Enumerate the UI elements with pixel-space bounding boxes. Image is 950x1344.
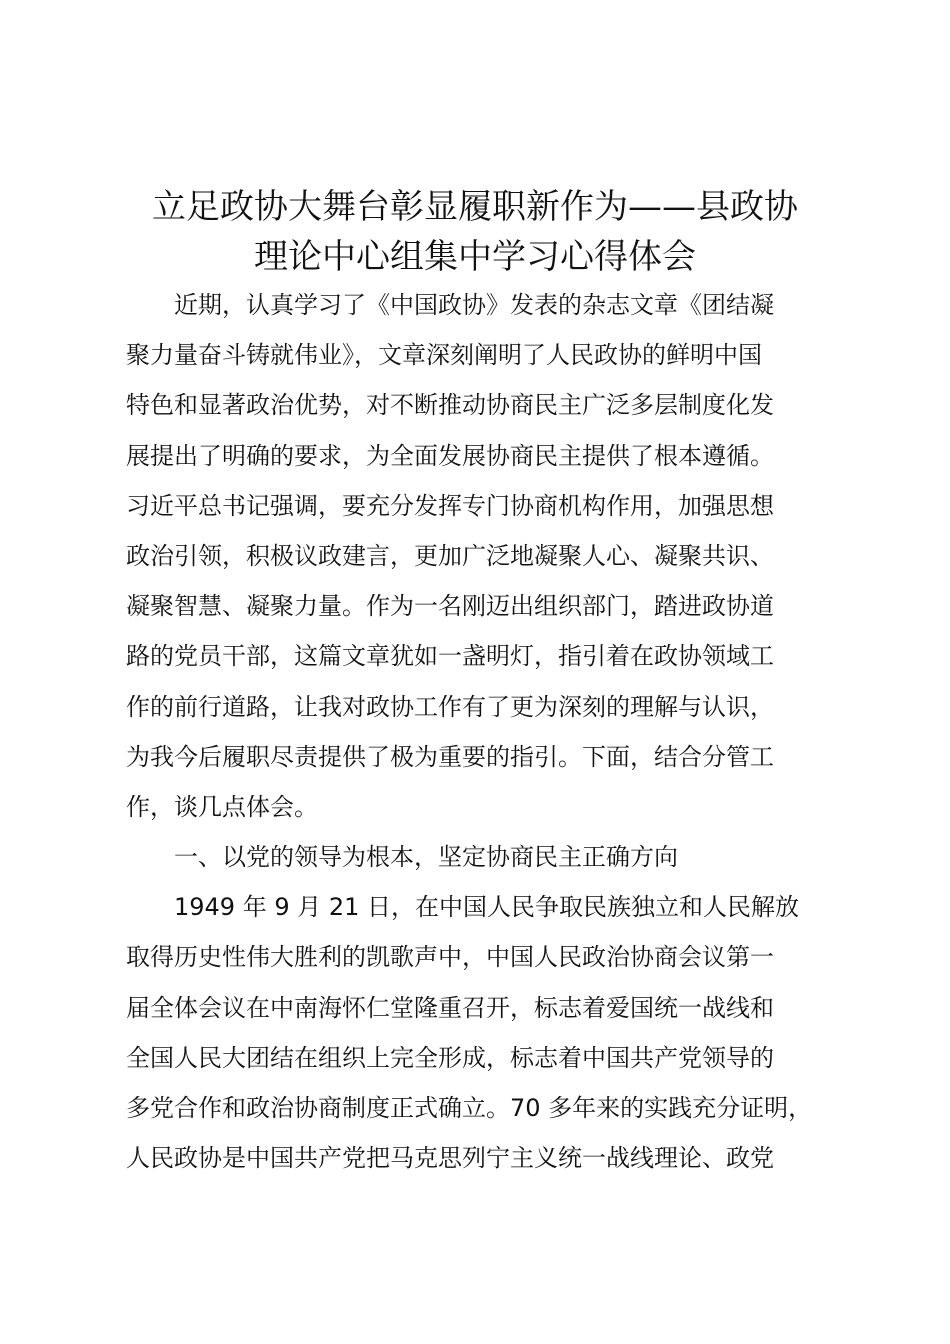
paragraph-line: 取得历史性伟大胜利的凯歌声中，中国人民政治协商会议第一 xyxy=(126,943,774,972)
paragraph-line: 作的前行道路，让我对政协工作有了更为深刻的理解与认识， xyxy=(126,692,774,721)
document-title xyxy=(118,182,832,282)
paragraph-line: 多党合作和政治协商制度正式确立。70 多年来的实践充分证明， xyxy=(126,1094,813,1122)
paragraph-line: 届全体会议在中南海怀仁堂隆重召开，标志着爱国统一战线和 xyxy=(126,993,774,1022)
paragraph-line: 1949 年 9 月 21 日，在中国人民争取民族独立和人民解放 xyxy=(174,893,800,922)
paragraph-2 xyxy=(126,882,836,1183)
paragraph-line: 全国人民大团结在组织上完全形成，标志着中国共产党领导的 xyxy=(126,1043,774,1072)
section-heading: 一、以党的领导为根本，坚定协商民主正确方向 xyxy=(174,843,678,872)
paragraph-line: 展提出了明确的要求，为全面发展协商民主提供了根本遵循。 xyxy=(126,441,774,470)
title-line-2: 理论中心组集中学习心得体会 xyxy=(254,237,696,277)
paragraph-line: 近期，认真学习了《中国政协》发表的杂志文章《团结凝 xyxy=(174,291,774,319)
paragraph-line: 路的党员干部，这篇文章犹如一盏明灯，指引着在政协领域工 xyxy=(126,642,774,671)
paragraph-line: 聚力量奋斗铸就伟业》，文章深刻阐明了人民政协的鲜明中国 xyxy=(126,341,762,370)
paragraph-line: 凝聚智慧、凝聚力量。作为一名刚迈出组织部门，踏进政协道 xyxy=(126,592,774,621)
paragraph-line: 作，谈几点体会。 xyxy=(126,792,318,821)
paragraph-line: 为我今后履职尽责提供了极为重要的指引。下面，结合分管工 xyxy=(126,742,774,771)
paragraph-line: 人民政协是中国共产党把马克思列宁主义统一战线理论、政党 xyxy=(126,1144,774,1173)
document-body xyxy=(126,280,836,1183)
paragraph-line: 习近平总书记强调，要充分发挥专门协商机构作用，加强思想 xyxy=(126,491,774,520)
paragraph-line: 政治引领，积极议政建言，更加广泛地凝聚人心、凝聚共识、 xyxy=(126,541,774,570)
title-line-1: 立足政协大舞台彰显履职新作为——县政协 xyxy=(152,187,798,227)
paragraph-1 xyxy=(126,280,836,832)
paragraph-line: 特色和显著政治优势，对不断推动协商民主广泛多层制度化发 xyxy=(126,391,774,420)
